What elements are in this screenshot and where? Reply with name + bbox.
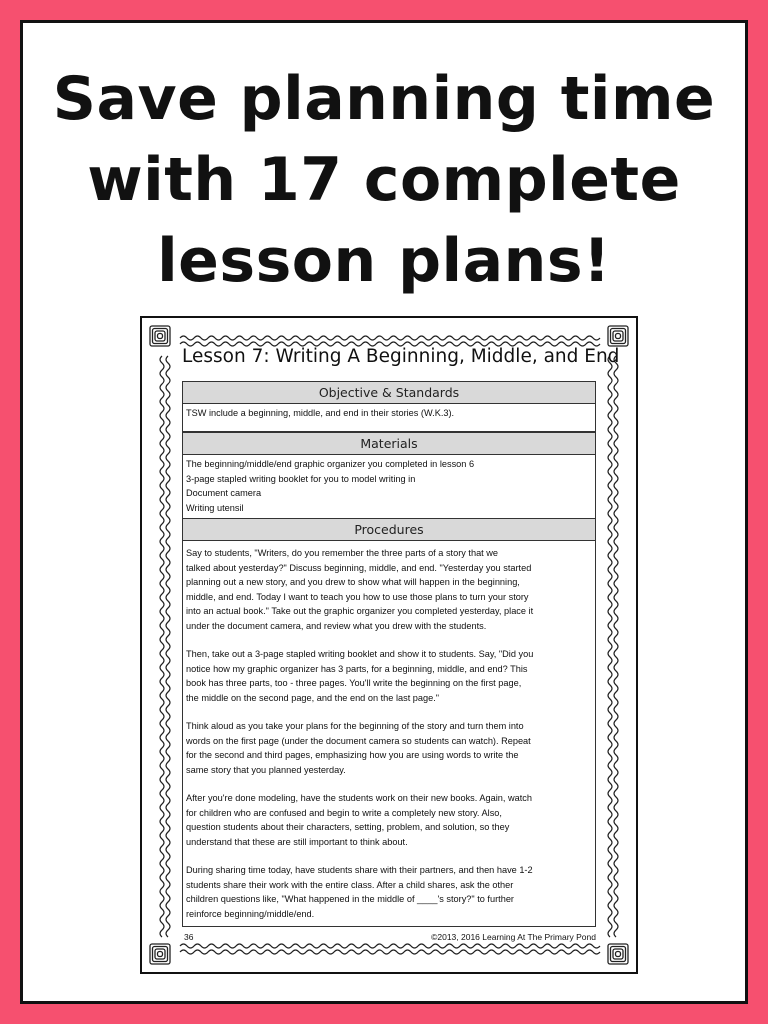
procedures-heading: Procedures — [183, 519, 595, 541]
materials-item: Document camera — [186, 488, 262, 498]
objective-text: TSW include a beginning, middle, and end in their stories (W.K.3). — [186, 408, 455, 418]
border-wave-right — [608, 356, 612, 937]
materials-item: 3-page stapled writing booklet for you to model writing in — [186, 473, 416, 484]
corner-spiral-icon — [608, 944, 628, 964]
procedure-paragraph: After you're done modeling, have the students work on their new books. Again, watch for children who are confused and begin to write a completely new story. Also, question students about their characters, setting, problem, and solution, so they understand that these are still important to think about. — [186, 793, 532, 847]
corner-spiral-icon — [150, 944, 170, 964]
corner-spiral-icon — [150, 326, 170, 346]
procedures-text — [183, 541, 595, 921]
procedure-paragraph: Think aloud as you take your plans for the beginning of the story and turn them into words on the first page (under the document camera so students can watch). Repeat for the second and third pages, emphasizing how you are using words to write the same story that you planned yesterday. — [186, 721, 531, 775]
procedure-paragraph: During sharing time today, have students share with their partners, and then have 1-2 students share their work with the entire class. After a child shares, ask the other children questions like, "What happened in the middle of ____'s story?" to further reinforce beginning/middle/end. — [186, 865, 533, 919]
procedures-section — [182, 518, 596, 927]
lesson-page-preview — [140, 316, 638, 974]
materials-item: Writing utensil — [186, 502, 244, 513]
corner-spiral-icon — [608, 326, 628, 346]
objective-heading: Objective & Standards — [183, 382, 595, 404]
headline-line-1: Save planning time — [52, 64, 716, 134]
objective-section — [182, 381, 596, 432]
border-wave-top — [180, 336, 600, 340]
headline-line-3: lesson plans! — [157, 226, 611, 296]
materials-section — [182, 432, 596, 520]
border-wave-left — [166, 356, 170, 937]
border-wave-left — [160, 356, 164, 937]
headline — [23, 59, 745, 302]
materials-list — [183, 455, 595, 519]
procedure-paragraph: Then, take out a 3-page stapled writing booklet and show it to students. Say, "Did you notice how my graphic organizer has 3 parts, for a beginning, middle, and end? This book has three parts, too - three pages. You'll write the beginning on the first page, the middle on the second page, and the end on the last page." — [186, 649, 534, 703]
border-wave-bottom — [180, 950, 600, 954]
materials-heading: Materials — [183, 433, 595, 455]
white-card — [20, 20, 748, 1004]
border-wave-bottom — [180, 944, 600, 948]
border-wave-right — [614, 356, 618, 937]
page-number: 36 — [184, 932, 194, 942]
procedure-paragraph: Say to students, "Writers, do you remember the three parts of a story that we talked about yesterday?" Discuss beginning, middle, and end. "Yesterday you started planning out a new story, and you drew to show what will happen in the beginning, middle, and end. Today I want to teach you how to use those plans to turn your story into an actual book." Take out the graphic organizer you completed yesterday, place it under the document camera, and review what you drew with the students. — [186, 548, 534, 631]
materials-item: The beginning/middle/end graphic organizer you completed in lesson 6 — [186, 459, 475, 469]
copyright-text: ©2013, 2016 Learning At The Primary Pond — [431, 932, 596, 942]
headline-line-2: with 17 complete — [87, 145, 681, 215]
lesson-title: Lesson 7: Writing A Beginning, Middle, and End — [182, 346, 620, 367]
